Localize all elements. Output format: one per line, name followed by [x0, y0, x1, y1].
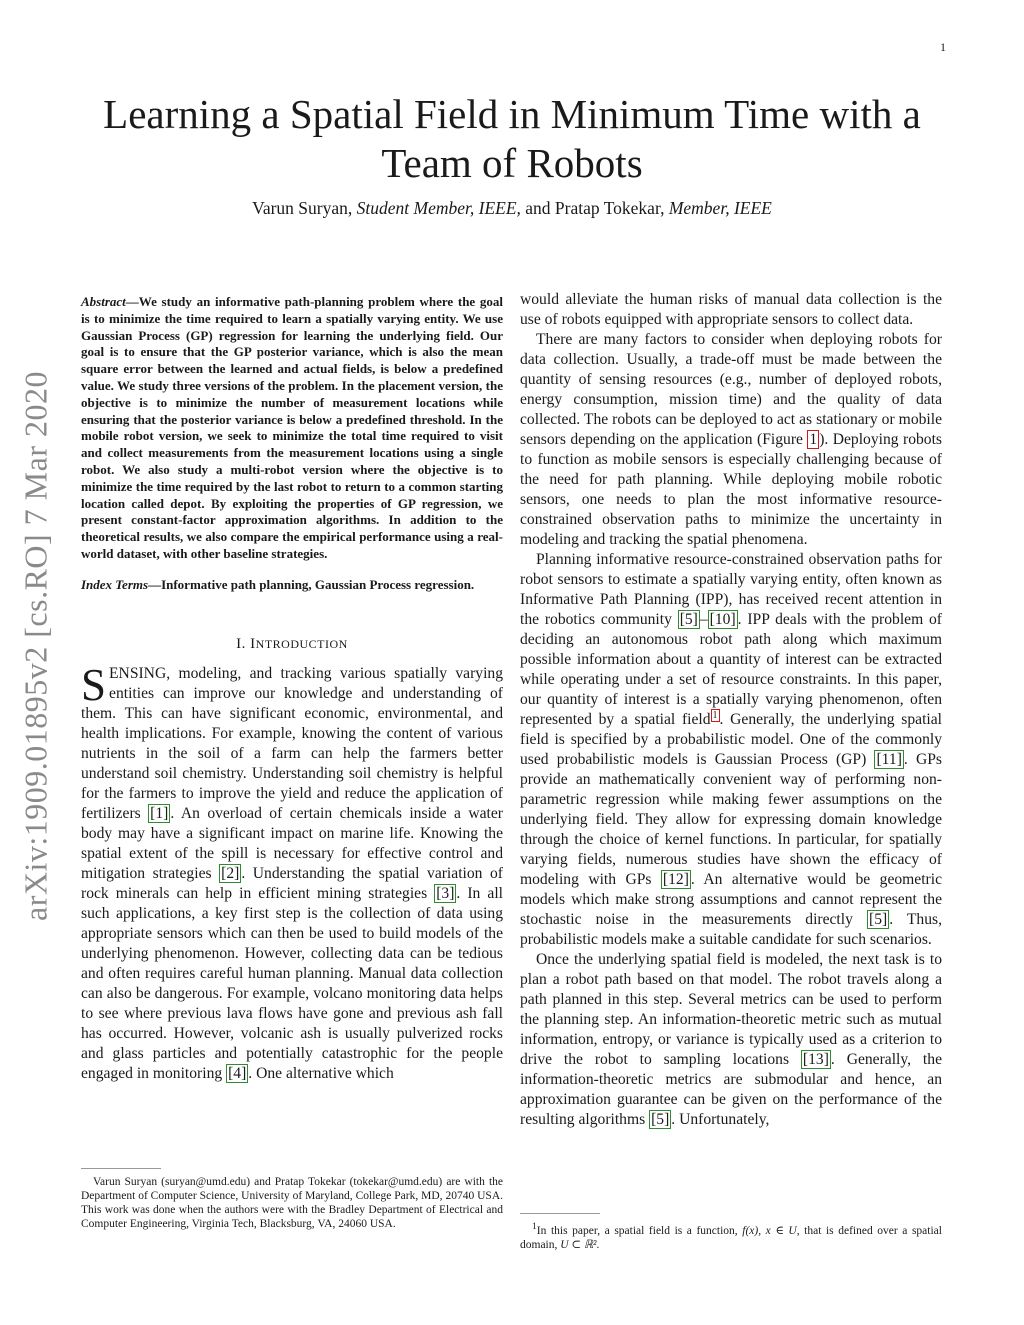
right-paragraph-0: would alleviate the human risks of manual data collection is the use of robots equipped with appropriate sensors to collect data. — [520, 291, 942, 328]
intro-text-d: . In all such applications, a key first step is the collection of data using appropriate sensors which can then be used to build models of the underlying phenomenon. However, collecting data can be tedious and often requires careful human planning. Manual data collection can also be dangerous. For example, volcano monitoring data helps to see where previous lava flows have gone and previous ash fall has occurred. However, volcanic ash is usually pulverized rocks and glass particles and potentially catastrophic for the people engaged in monitoring — [81, 884, 503, 1082]
citation-link[interactable]: [11] — [876, 751, 902, 768]
right-text: . Unfortunately, — [671, 1111, 770, 1128]
right-text: ). Deploying robots to function as mobile sensors is especially challenging because of the need for path planning. While deploying mobile robotic sensors, one needs to plan the most informative resource-constrained observation paths to minimize the uncertainty in modeling and tracking the spatial phenomena. — [520, 431, 942, 548]
citation-link[interactable]: [4] — [228, 1064, 247, 1082]
author-1: Varun Suryan, — [252, 198, 353, 218]
drop-cap: S — [81, 659, 107, 710]
intro-lead: ENSING — [109, 664, 167, 682]
right-text: . Generally, the information-theoretic metrics are submodular and hence, an approximation guarantee can be given on the performance of the resulting algorithms — [520, 1051, 942, 1128]
page-number: 1 — [940, 40, 946, 54]
right-text: . An alternative would be geometric models which make strong assumptions and cannot represent the stochastic noise in the measurements directly — [520, 871, 942, 928]
footnote-math: U ⊂ ℝ² — [560, 1238, 597, 1251]
section-numeral: I. I — [236, 635, 256, 652]
right-paragraph-1 — [520, 330, 942, 550]
intro-paragraph-1 — [81, 659, 503, 1084]
author-1-role: Student Member, IEEE, — [356, 198, 521, 218]
right-text: . Thus, probabilistic models make a suitable candidate for such scenarios. — [520, 911, 942, 948]
footnote-text: , that is defined over a spatial domain, — [520, 1224, 942, 1251]
intro-text-b: . An overload of certain chemicals inside a water body may have a significant impact on marine life. Knowing the spatial extent of the spill is necessary for effective control and mitigation strategies — [81, 804, 503, 882]
section-heading-introduction — [81, 634, 503, 654]
intro-text-a: , modeling, and tracking various spatially varying entities can improve our knowledge and understanding of them. This can have significant economic, environmental, and health implications. For example, knowing the content of various nutrients in the soil of a farm can help the farmers better understand soil chemistry. Understanding soil chemistry is helpful for the farmers to improve the yield and reduce the application of fertilizers — [81, 664, 503, 822]
citation-link[interactable]: [5] — [679, 611, 698, 628]
abstract-label: Abstract — [81, 294, 126, 309]
citation-link[interactable]: [5] — [869, 911, 888, 928]
affiliation-text: Varun Suryan (suryan@umd.edu) and Pratap Tokekar (tokekar@umd.edu) are with the Department of Computer Science, University of Maryland, College Park, MD, 20740 USA. This work was done when the authors were with the Bradley Department of Electrical and Computer Engineering, Virginia Tech, Blacksburg, VA, 24060 USA. — [81, 1176, 503, 1230]
author-line — [60, 198, 964, 219]
abstract — [81, 294, 503, 563]
range-dash: – — [699, 611, 708, 628]
citation-link[interactable]: [12] — [662, 871, 689, 888]
section-heading-rest: NTRODUCTION — [255, 636, 348, 651]
index-terms-text: —Informative path planning, Gaussian Process regression. — [148, 576, 475, 592]
citation-link[interactable]: [3] — [436, 884, 455, 902]
right-text: . IPP deals with the problem of deciding an autonomous robot path along which maximum possible information about a quantity of interest can be extracted while operating under a set of resource constraints. In this paper, our quantity of interest is a spatially varying phenomenon, often represented by a spatial field — [520, 611, 942, 728]
arxiv-stamp — [6, 356, 66, 936]
citation-link[interactable]: [5] — [651, 1111, 670, 1128]
footnote-math: f(x), x ∈ U — [742, 1224, 797, 1237]
intro-text-e: . One alternative which — [248, 1064, 394, 1082]
author-2: Pratap Tokekar, — [554, 198, 665, 218]
right-text: . Generally, the underlying spatial field is specified by a probabilistic model. One of the commonly used probabilistic models is Gaussian Process (GP) — [520, 711, 942, 768]
footnote-1-mark: 1 — [532, 1221, 537, 1232]
footnote-rule-right — [520, 1213, 600, 1214]
citation-link[interactable]: [13] — [802, 1051, 829, 1068]
footnote-text: In this paper, a spatial field is a function, — [536, 1224, 743, 1237]
right-text: . GPs provide an mathematically convenient way of performing non-parametric regression while making fewer assumptions on the underlying field. They allow for expressing domain knowledge through the choice of kernel functions. In particular, for spatially varying fields, numerous studies have shown the efficacy of modeling with GPs — [520, 751, 942, 888]
spatial-field-footnote — [520, 1220, 942, 1252]
footnote-1-text — [520, 1220, 942, 1252]
right-text: Planning informative resource-constrained observation paths for robot sensors to estimate a spatially varying entity, often known as Informative Path Planning (IPP), has received recent attention in the robotics community — [520, 551, 942, 628]
intro-text-c: . Understanding the spatial variation of rock minerals can help in efficient mining strategies — [81, 864, 503, 902]
citation-link[interactable]: [10] — [709, 611, 736, 628]
left-column — [81, 290, 503, 1084]
abstract-text: —We study an informative path-planning problem where the goal is to minimize the time required to learn a spatially varying entity. We use Gaussian Process (GP) regression for learning the underlying field. Our goal is to ensure that the GP posterior variance, which is also the mean square error between the learned and actual fields, is below a predefined value. We study three versions of the problem. In the placement version, the objective is to minimize the number of measurement locations while ensuring that the posterior variance is below a predefined threshold. In the mobile robot version, we seek to minimize the total time required to visit and collect measurements from the measurement locations using a single robot. We also study a multi-robot version where the objective is to minimize the time required by the last robot to return to a common starting location called depot. By exploiting the properties of GP regression, we present constant-factor approximation algorithms. In addition to the theoretical results, we also compare the empirical performance using a real-world dataset, with other baseline strategies. — [81, 294, 503, 561]
footnote-link[interactable]: 1 — [712, 709, 718, 721]
index-terms — [81, 577, 503, 594]
footnote-text: . — [596, 1238, 600, 1251]
right-text: Once the underlying spatial field is modeled, the next task is to plan a robot path based on that model. The robot travels along a path planned in this step. Several metrics can be used to perform the planning step. An information-theoretic metric such as mutual information, entropy, or variance is typically used as a criterion to drive the robot to sampling locations — [520, 951, 942, 1068]
affiliation-footnote — [81, 1175, 503, 1231]
citation-link[interactable]: [2] — [221, 864, 240, 882]
right-paragraph-2 — [520, 550, 942, 950]
author-2-role: Member, IEEE — [668, 198, 772, 218]
right-column — [520, 290, 942, 1130]
author-conjunction: and — [525, 198, 551, 218]
figure-link[interactable]: 1 — [809, 431, 818, 448]
index-terms-label: Index Terms — [81, 576, 149, 592]
footnote-rule-left — [81, 1168, 161, 1169]
paper-title: Learning a Spatial Field in Minimum Time with a Team of Robots — [103, 91, 921, 186]
arxiv-stamp-text: arXiv:1909.01895v2 [cs.RO] 7 Mar 2020 — [17, 371, 54, 921]
right-text: There are many factors to consider when deploying robots for data collection. Usually, a trade-off must be made between the quantity of sensing resources (e.g., number of deployed robots, energy consumption, mission time) and the quality of data collected. The robots can be deployed to act as stationary or mobile sensors depending on the application (Figure — [520, 331, 942, 448]
right-paragraph-3 — [520, 950, 942, 1130]
citation-link[interactable]: [1] — [150, 804, 169, 822]
